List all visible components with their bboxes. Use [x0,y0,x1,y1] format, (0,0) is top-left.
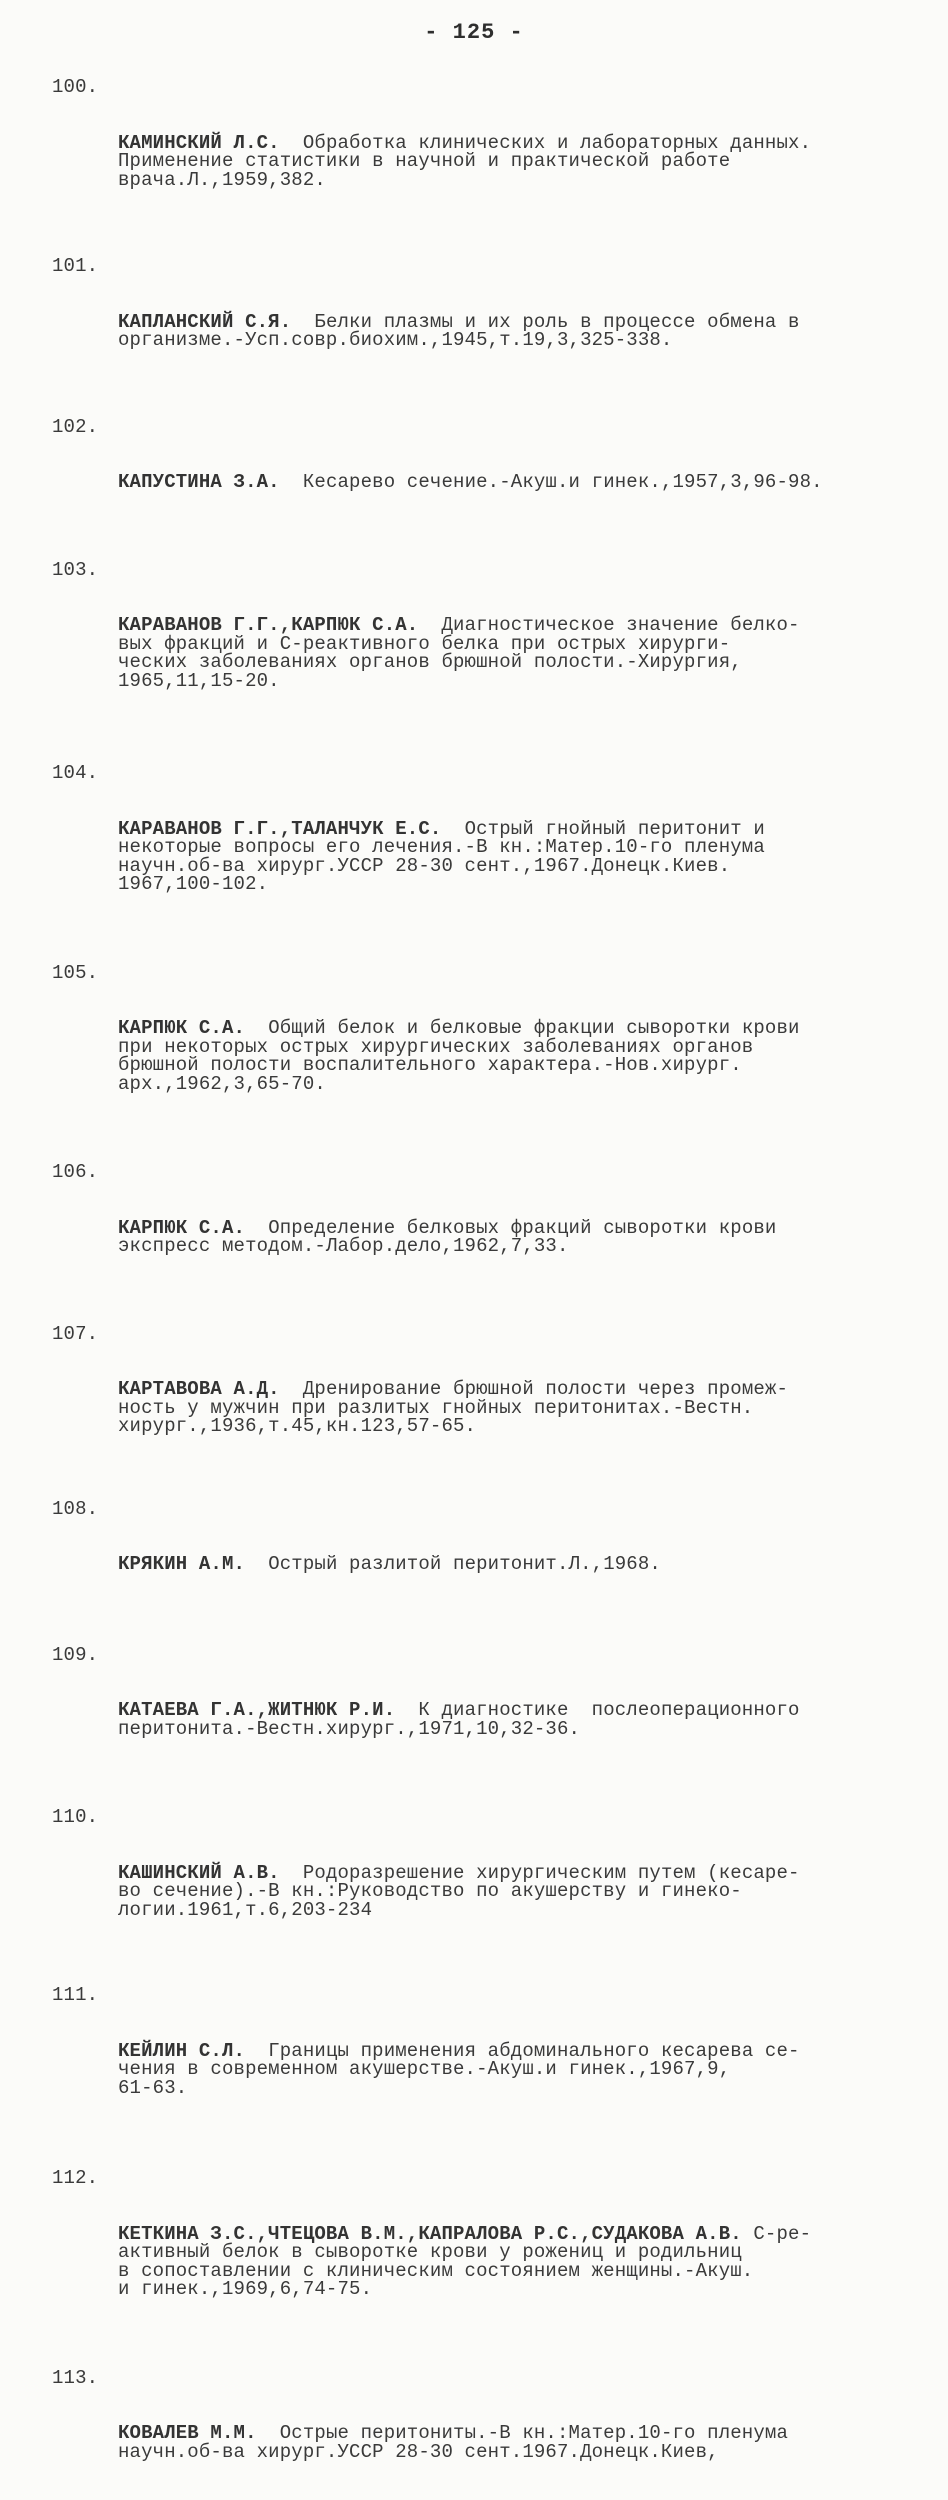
entry-text-line: некоторые вопросы его лечения.-В кн.:Матер.10-го пленума [118,836,765,858]
entry-text-line: Общий белок и белковые фракции сыворотки крови [268,1017,800,1039]
bibliography-entry-108 [52,1497,932,1611]
entry-author: КАПЛАНСКИЙ С.Я. [118,310,292,333]
entry-author: КАРАВАНОВ Г.Г.,КАРПЮК С.А. [118,614,419,636]
entry-text-line: Определение белковых фракций сыворотки крови [268,1216,777,1239]
entry-text-line: экспресс методом.-Лабор.дело,1962,7,33. [118,1235,569,1257]
entry-number: 108. [52,1497,99,1520]
entry-text-line: ческих заболеваниях органов брюшной полости.-Хирургия, [118,651,742,673]
entry-number: 104. [52,762,99,784]
entry-text-line: вых фракций и С-реактивного белка при острых хирурги- [118,632,731,655]
entry-author: КАМИНСКИЙ Л.С. [118,131,280,154]
entry-number: 103. [52,558,99,581]
entry-number: 111. [52,1984,99,2006]
entry-text-line: активный белок в сыворотке крови у рожениц и родильниц [118,2241,742,2263]
entry-number: 109. [52,1643,99,1666]
entry-text-line: врача.Л.,1959,382. [118,168,326,191]
bibliography-entry-106 [52,1163,932,1293]
entry-author: КАРТАВОВА А.Д. [118,1378,280,1400]
entry-text-line: научн.об-ва хирург.УССР 28-30 сент.1967.Донецк.Киев, [118,2440,719,2463]
bibliography-entry-103 [52,558,932,728]
entry-text-line: Границы применения абдоминального кесарева се- [268,2039,800,2062]
entry-text-line: научн.об-ва хирург.УССР 28-30 сент.,1967.Донецк.Киев. [118,854,731,877]
entry-text-line: 61-63. [118,2076,188,2099]
bibliography-entry-107 [52,1322,932,1473]
bibliography-entry-101 [52,257,932,387]
entry-number: 112. [52,2167,99,2189]
entry-number: 100. [52,76,99,98]
entry-author: КЕЙЛИН С.Л. [118,2039,246,2062]
entry-number: 105. [52,961,99,984]
entry-text-line: Дренирование брюшной полости через промеж- [302,1378,789,1400]
bibliography-list [52,78,932,2498]
entry-text-line: хирург.,1936,т.45,кн.123,57-65. [118,1415,477,1437]
entry-author: КЕТКИНА З.С.,ЧТЕЦОВА В.М.,КАПРАЛОВА Р.С.,СУДАКОВА А.В. [118,2222,742,2245]
entry-text-line: логии.1961,т.6,203-234 [118,1898,373,1921]
entry-text-line: Кесарево сечение.-Акуш.и гинек.,1957,3,96-98. [302,471,823,493]
entry-text-line: брюшной полости воспалительного характера.-Нов.хирург. [118,1054,742,1076]
entry-number: 106. [52,1161,99,1183]
entry-author: КРЯКИН А.М. [118,1553,246,1575]
page-number: - 125 - [424,20,524,45]
entry-author: КАТАЕВА Г.А.,ЖИТНЮК Р.И. [118,1699,396,1721]
entry-text-line: организме.-Усп.совр.биохим.,1945,т.19,3,325-338. [118,329,673,351]
entry-text-line: 1967,100-102. [118,873,269,895]
entry-number: 113. [52,2366,99,2389]
entry-author: КАРАВАНОВ Г.Г.,ТАЛАНЧУК Е.С. [118,817,442,840]
bibliography-entry-112 [52,2169,932,2336]
entry-text-line: С-ре- [753,2222,812,2245]
entry-number: 102. [52,415,99,438]
entry-text-line: Белки плазмы и их роль в процессе обмена в [314,310,800,333]
entry-author: КАРПЮК С.А. [118,1017,246,1039]
entry-number: 101. [52,255,99,277]
entry-text-line: и гинек.,1969,6,74-75. [118,2278,373,2300]
bibliography-entry-110 [52,1808,932,1956]
entry-text-line: перитонита.-Вестн.хирург.,1971,10,32-36. [118,1717,581,1740]
entry-text-line: Применение статистики в научной и практической работе [118,150,731,172]
entry-text-line: Острый разлитой перитонит.Л.,1968. [268,1553,661,1575]
bibliography-entry-102 [52,415,932,529]
entry-text-line: Обработка клинических и лабораторных данных. [302,131,812,154]
entry-author: КАПУСТИНА З.А. [118,471,280,493]
entry-text-line: в сопоставлении с клиническим состоянием женщины.-Акуш. [118,2259,754,2282]
entry-text-line: чения в современном акушерстве.-Акуш.и гинек.,1967,9, [118,2058,731,2080]
entry-text-line: Острые перитониты.-В кн.:Матер.10-го пленума [279,2422,789,2444]
bibliography-entry-111 [52,1986,932,2134]
bibliography-entry-105 [52,961,932,1131]
entry-number: 110. [52,1806,99,1828]
entry-text-line: Диагностическое значение белко- [441,614,800,636]
entry-text-line: во сечение).-В кн.:Руководство по акушерству и гинеко- [118,1880,742,1902]
bibliography-entry-100 [52,78,932,226]
bibliography-entry-109 [52,1643,932,1776]
bibliography-entry-104 [52,764,932,931]
entry-author: КАРПЮК С.А. [118,1216,246,1239]
entry-text-line: 1965,11,15-20. [118,669,280,692]
entry-text-line: Родоразрешение хирургическим путем (кесаре- [302,1861,800,1884]
entry-author: КАШИНСКИЙ А.В. [118,1861,280,1884]
entry-text-line: Острый гнойный перитонит и [464,817,765,840]
entry-author: КОВАЛЕВ М.М. [118,2422,257,2444]
entry-text-line: К диагностике послеоперационного [418,1699,800,1721]
entry-text-line: арх.,1962,3,65-70. [118,1072,326,1095]
entry-text-line: при некоторых острых хирургических заболеваниях органов [118,1035,754,1058]
entry-text-line: ность у мужчин при разлитых гнойных перитонитах.-Вестн. [118,1396,754,1419]
entry-number: 107. [52,1322,99,1345]
bibliography-entry-113 [52,2366,932,2499]
